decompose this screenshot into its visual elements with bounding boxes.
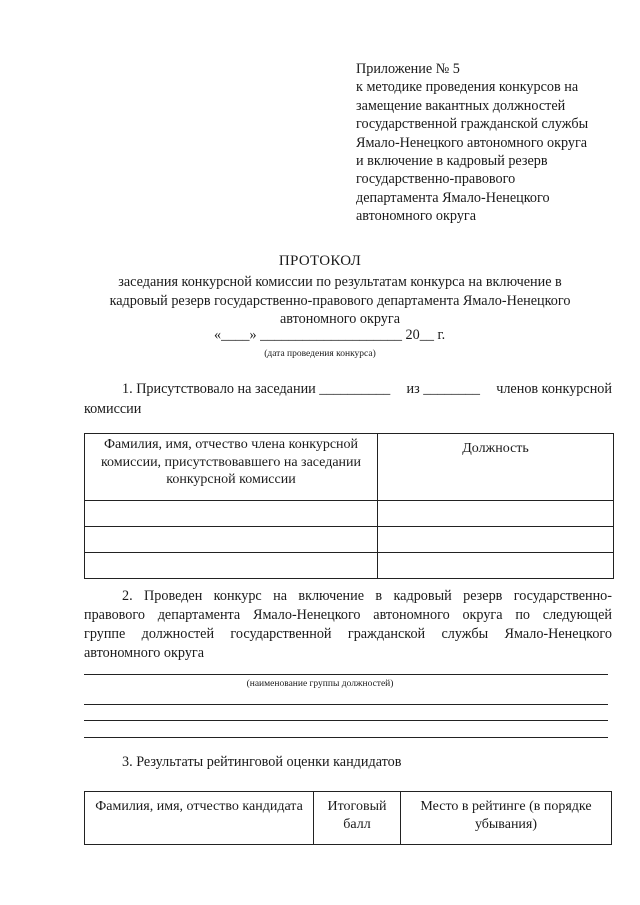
attendance-members-text: членов конкурсной: [496, 381, 612, 397]
rating-results-table: [84, 791, 612, 845]
table-cell[interactable]: [85, 527, 378, 553]
table-row: [85, 553, 614, 579]
table-row: [85, 501, 614, 527]
members-name-header: Фамилия, имя, отчество члена конкурсной комиссии, присутствовавшего на заседании конкурсной комиссии: [85, 434, 378, 501]
attendance-line-2: комиссии: [84, 401, 142, 417]
subtitle-line: автономного округа: [279, 311, 401, 327]
date-line: «____» ____________________ 20__ г.: [214, 327, 446, 343]
section-2-line: группе должностей государственной гражданской службы Ямало-Ненецкого: [84, 626, 612, 642]
document-subtitle: [80, 273, 600, 329]
section-2-line: правового департамента Ямало-Ненецкого автономного округа по следующей: [84, 607, 612, 623]
subtitle-line: заседания конкурсной комиссии по результатам конкурса на включение в: [118, 274, 562, 290]
section-2-line: автономного округа: [84, 645, 205, 661]
annex-line: к методике проведения конкурсов на: [356, 79, 579, 96]
subtitle-line: кадровый резерв государственно-правового департамента Ямало-Ненецкого: [109, 292, 571, 309]
table-cell[interactable]: [378, 501, 614, 527]
blank-line[interactable]: [84, 704, 608, 705]
attendance-text: 1. Присутствовало на заседании __________: [122, 381, 391, 397]
blank-line[interactable]: [84, 720, 608, 721]
section-1-paragraph: [84, 379, 612, 419]
total-score-header: Итоговый балл: [314, 792, 401, 845]
annex-block: [356, 60, 626, 226]
section-2-line: 2. Проведен конкурс на включение в кадровый резерв государственно-: [122, 588, 612, 604]
date-caption: (дата проведения конкурса): [264, 349, 376, 359]
blank-line[interactable]: [84, 674, 608, 675]
table-cell[interactable]: [85, 501, 378, 527]
candidate-name-header: Фамилия, имя, отчество кандидата: [85, 792, 314, 845]
section-2-paragraph: [84, 587, 612, 663]
annex-line: государственной гражданской службы: [356, 116, 589, 133]
annex-line: замещение вакантных должностей: [356, 97, 566, 114]
annex-line: департамента Ямало-Ненецкого: [356, 189, 550, 206]
annex-line: Приложение № 5: [356, 61, 460, 77]
rating-place-header: Место в рейтинге (в порядке убывания): [401, 792, 612, 845]
annex-line: Ямало-Ненецкого автономного округа: [356, 134, 588, 151]
annex-line: государственно-правового: [356, 171, 516, 188]
annex-line: автономного округа: [356, 208, 477, 225]
annex-line: и включение в кадровый резерв: [356, 153, 548, 170]
table-row: [85, 527, 614, 553]
blank-line[interactable]: [84, 737, 608, 738]
table-cell[interactable]: [85, 553, 378, 579]
document-title: ПРОТОКОЛ: [278, 253, 362, 269]
table-cell[interactable]: [378, 553, 614, 579]
members-position-header: Должность: [378, 434, 614, 501]
commission-members-table: [84, 433, 614, 579]
attendance-of-text: из ________: [406, 381, 480, 397]
table-cell[interactable]: [378, 527, 614, 553]
group-caption: (наименование группы должностей): [246, 679, 394, 689]
section-3-title: 3. Результаты рейтинговой оценки кандидатов: [122, 754, 402, 770]
